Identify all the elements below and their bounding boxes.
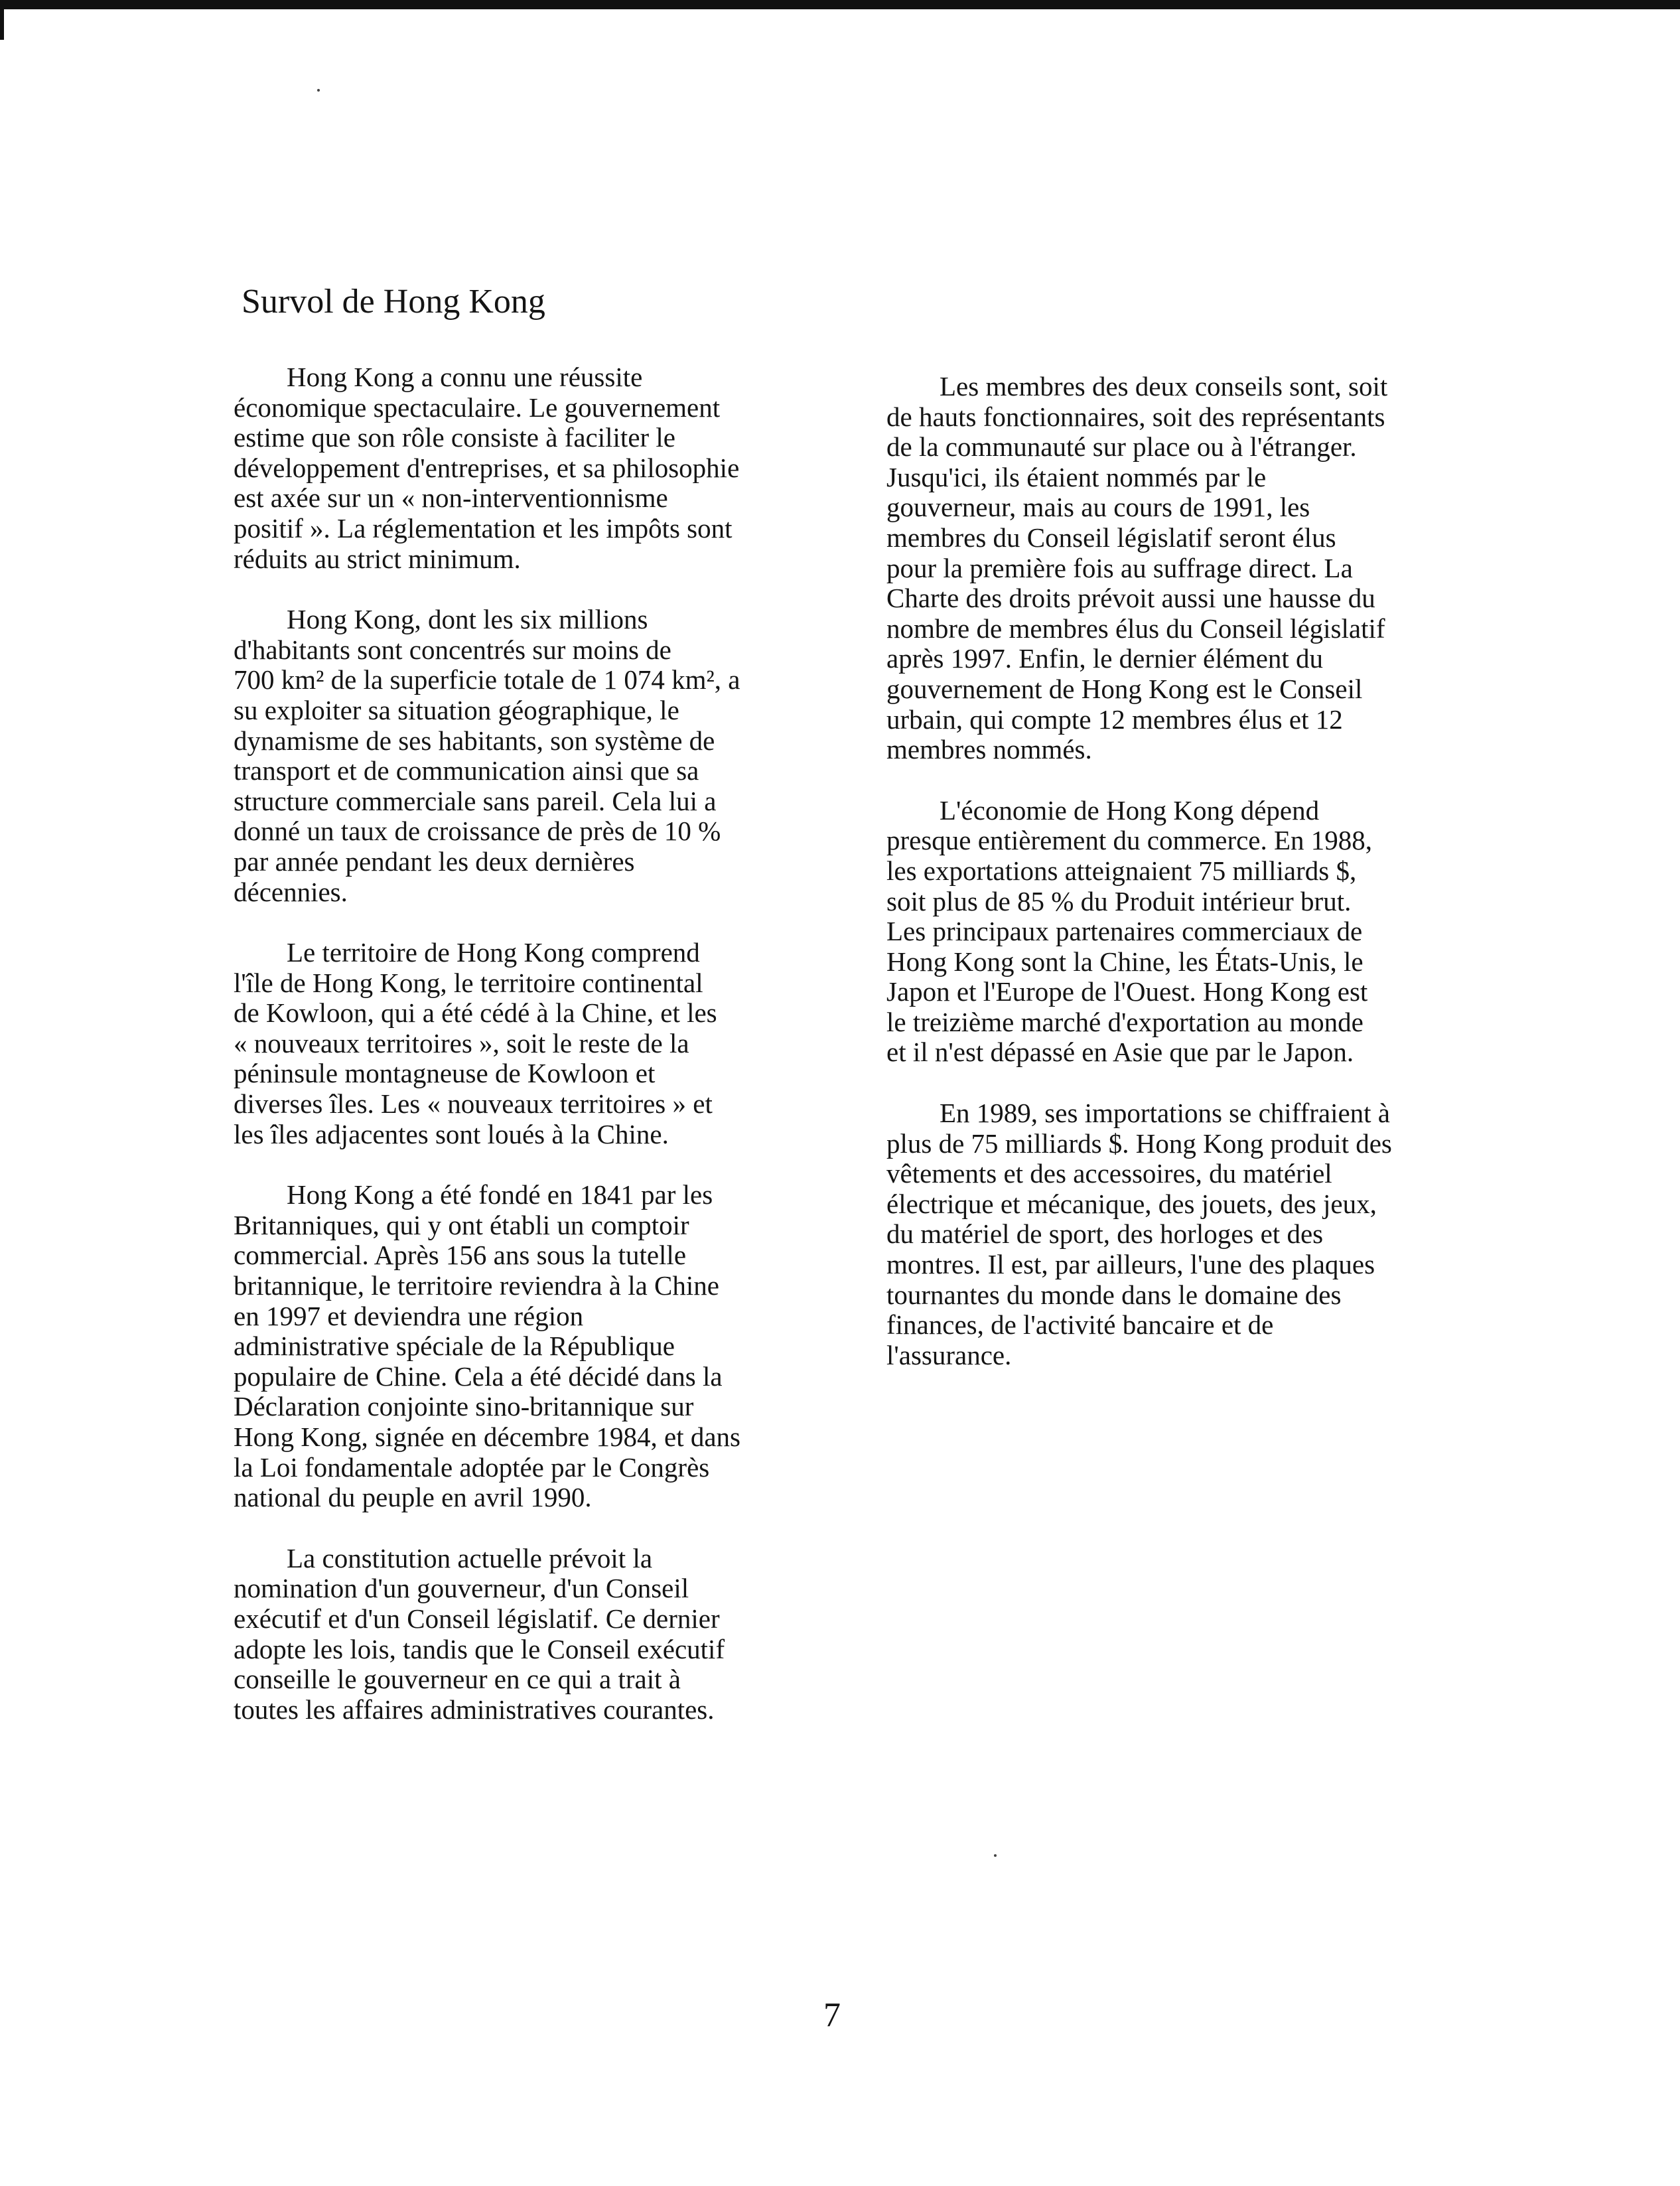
paragraph-line: urbain, qui compte 12 membres élus et 12 xyxy=(886,703,1343,735)
paragraph-line: soit plus de 85 % du Produit intérieur brut. xyxy=(886,885,1352,916)
paragraph-line: nombre de membres élus du Conseil législatif xyxy=(886,613,1385,644)
paragraph-line: Jusqu'ici, ils étaient nommés par le xyxy=(886,461,1267,492)
paragraph-line: économique spectaculaire. Le gouvernement xyxy=(234,392,721,423)
paragraph-line: de hauts fonctionnaires, soit des représentants xyxy=(886,401,1385,432)
paragraph-line: les exportations atteignaient 75 milliards $, xyxy=(886,855,1357,886)
paragraph-line: après 1997. Enfin, le dernier élément du xyxy=(886,643,1324,674)
paragraph-line: d'habitants sont concentrés sur moins de xyxy=(234,634,671,665)
paragraph-line: Japon et l'Europe de l'Ouest. Hong Kong est xyxy=(886,976,1368,1007)
paragraph-line: la Loi fondamentale adoptée par le Congrès xyxy=(234,1451,710,1483)
paragraph xyxy=(234,605,804,907)
paragraph-line: membres du Conseil législatif seront élus xyxy=(886,522,1336,553)
paragraph-line: national du peuple en avril 1990. xyxy=(234,1482,592,1513)
paragraph-line: le treizième marché d'exportation au monde xyxy=(886,1006,1364,1037)
scan-speck xyxy=(317,89,320,92)
paragraph-line: péninsule montagneuse de Kowloon et xyxy=(234,1058,656,1089)
paragraph-line: vêtements et des accessoires, du matériel xyxy=(886,1158,1332,1189)
paragraph-line: Le territoire de Hong Kong comprend xyxy=(287,937,700,968)
paragraph-line: et il n'est dépassé en Asie que par le Japon. xyxy=(886,1037,1354,1068)
paragraph-line: Hong Kong a été fondé en 1841 par les xyxy=(287,1179,713,1210)
paragraph-line: positif ». La réglementation et les impôts sont xyxy=(234,512,733,544)
paragraph-line: nomination d'un gouverneur, d'un Conseil xyxy=(234,1573,689,1604)
paragraph-line: les îles adjacentes sont loués à la Chine. xyxy=(234,1118,669,1149)
paragraph-line: su exploiter sa situation géographique, le xyxy=(234,694,679,725)
paragraph-line: de la communauté sur place ou à l'étranger. xyxy=(886,431,1357,463)
paragraph-line: l'île de Hong Kong, le territoire continental xyxy=(234,967,703,998)
paragraph-line: Les membres des deux conseils sont, soit xyxy=(940,371,1388,401)
paragraph-line: Hong Kong sont la Chine, les États-Unis, le xyxy=(886,946,1364,977)
paragraph-line: exécutif et d'un Conseil législatif. Ce dernier xyxy=(234,1603,720,1634)
paragraph xyxy=(886,372,1457,765)
paragraph-line: électrique et mécanique, des jouets, des jeux, xyxy=(886,1188,1377,1219)
paragraph-line: conseille le gouverneur en ce qui a trait à xyxy=(234,1664,681,1695)
page-number: 7 xyxy=(823,1996,841,2034)
paragraph-line: dynamisme de ses habitants, son système de xyxy=(234,725,715,756)
scan-edge-left xyxy=(0,0,4,40)
paragraph-line: estime que son rôle consiste à faciliter le xyxy=(234,422,676,453)
page-title: Survol de Hong Kong xyxy=(242,283,545,321)
paragraph-line: Hong Kong, signée en décembre 1984, et dans xyxy=(234,1421,740,1452)
paragraph-line: En 1989, ses importations se chiffraient à xyxy=(940,1098,1391,1129)
paragraph-line: donné un taux de croissance de près de 10 % xyxy=(234,816,721,847)
paragraph-line: membres nommés. xyxy=(886,734,1092,765)
paragraph-line: diverses îles. Les « nouveaux territoires » et xyxy=(234,1088,713,1120)
paragraph-line: Hong Kong a connu une réussite xyxy=(287,362,643,392)
paragraph-line: développement d'entreprises, et sa philosophie xyxy=(234,452,740,483)
paragraph xyxy=(234,1544,804,1725)
paragraph-line: 700 km² de la superficie totale de 1 074 km², a xyxy=(234,664,740,695)
paragraph-line: Les principaux partenaires commerciaux de xyxy=(886,916,1363,947)
paragraph-line: pour la première fois au suffrage direct. La xyxy=(886,552,1353,583)
paragraph-line: structure commerciale sans pareil. Cela lui a xyxy=(234,785,717,816)
paragraph-line: La constitution actuelle prévoit la xyxy=(287,1542,653,1573)
paragraph-line: réduits au strict minimum. xyxy=(234,543,521,574)
paragraph xyxy=(234,938,804,1149)
paragraph xyxy=(886,796,1457,1068)
paragraph-line: populaire de Chine. Cela a été décidé dans la xyxy=(234,1360,723,1392)
left-column xyxy=(234,362,804,1755)
paragraph-line: adopte les lois, tandis que le Conseil exécutif xyxy=(234,1633,725,1664)
paragraph-line: de Kowloon, qui a été cédé à la Chine, et les xyxy=(234,997,717,1029)
paragraph-line: Charte des droits prévoit aussi une hausse du xyxy=(886,583,1375,614)
paragraph xyxy=(234,1180,804,1513)
paragraph-line: commercial. Après 156 ans sous la tutelle xyxy=(234,1240,687,1271)
paragraph xyxy=(886,1098,1457,1370)
paragraph-line: britannique, le territoire reviendra à la Chine xyxy=(234,1270,719,1301)
paragraph-line: L'économie de Hong Kong dépend xyxy=(940,794,1320,826)
paragraph-line: montres. Il est, par ailleurs, l'une des plaques xyxy=(886,1249,1375,1280)
paragraph-line: l'assurance. xyxy=(886,1339,1012,1370)
paragraph-line: du matériel de sport, des horloges et des xyxy=(886,1218,1324,1250)
paragraph-line: administrative spéciale de la République xyxy=(234,1331,675,1362)
paragraph-line: plus de 75 milliards $. Hong Kong produit des xyxy=(886,1128,1392,1159)
paragraph-line: tournantes du monde dans le domaine des xyxy=(886,1279,1342,1310)
paragraph-line: est axée sur un « non-interventionnisme xyxy=(234,482,668,514)
paragraph-line: presque entièrement du commerce. En 1988, xyxy=(886,825,1373,856)
paragraph xyxy=(234,362,804,574)
paragraph-line: finances, de l'activité bancaire et de xyxy=(886,1309,1274,1341)
right-column xyxy=(886,372,1457,1401)
paragraph-line: Déclaration conjointe sino-britannique sur xyxy=(234,1391,694,1422)
paragraph-line: par année pendant les deux dernières xyxy=(234,845,635,877)
paragraph-line: gouverneur, mais au cours de 1991, les xyxy=(886,492,1310,523)
scan-edge-top xyxy=(0,0,1680,9)
paragraph-line: transport et de communication ainsi que sa xyxy=(234,755,699,786)
paragraph-line: Britanniques, qui y ont établi un comptoir xyxy=(234,1209,689,1240)
paragraph-line: Hong Kong, dont les six millions xyxy=(287,604,648,635)
paragraph-line: décennies. xyxy=(234,876,348,907)
paragraph-line: en 1997 et deviendra une région xyxy=(234,1300,584,1331)
paragraph-line: toutes les affaires administratives courantes. xyxy=(234,1694,715,1725)
paragraph-line: gouvernement de Hong Kong est le Conseil xyxy=(886,673,1363,704)
paragraph-line: « nouveaux territoires », soit le reste de la xyxy=(234,1027,689,1058)
scan-speck xyxy=(994,1854,997,1857)
